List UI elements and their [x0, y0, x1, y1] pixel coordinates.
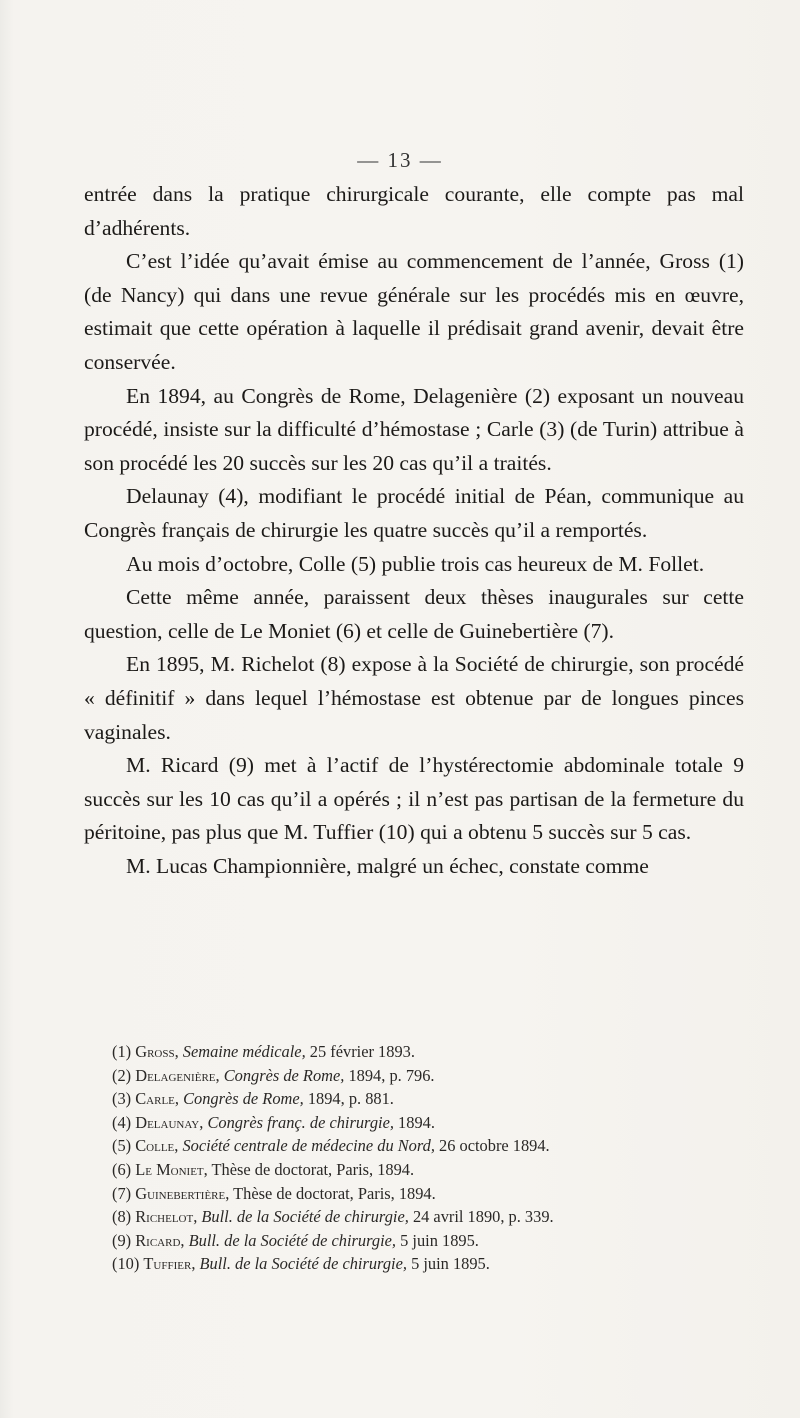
footnote-number: (1)	[112, 1042, 132, 1061]
footnote	[112, 1111, 752, 1135]
paragraph: C’est l’idée qu’avait émise au commencement de l’année, Gross (1) (de Nancy) qui dans une revue générale sur les procédés mis en œuvre, estimait que cette opération à laquelle il prédisait grand avenir, devait être conservée.	[84, 249, 744, 374]
footnotes	[112, 1040, 752, 1276]
footnote-author: Ricard,	[135, 1230, 185, 1250]
footnote-number: (8)	[112, 1207, 132, 1227]
footnote	[112, 1229, 752, 1253]
footnote-author: Le Moniet,	[135, 1159, 208, 1179]
footnote-number: (7)	[112, 1183, 132, 1203]
page-number: — 13 —	[357, 148, 443, 172]
paragraph: entrée dans la pratique chirurgicale courante, elle compte pas mal d’adhérents.	[84, 182, 744, 240]
paragraph: Au mois d’octobre, Colle (5) publie trois cas heureux de M. Follet.	[126, 551, 705, 576]
footnote	[112, 1205, 752, 1229]
footnote-author: Delagenière,	[135, 1065, 220, 1085]
paragraph: Delaunay (4), modifiant le procédé initial de Péan, communique au Congrès français de chirurgie les quatre succès qu’il a remportés.	[84, 484, 744, 542]
footnote-title: Congrès de Rome,	[183, 1089, 304, 1109]
footnote	[112, 1134, 752, 1158]
footnote-details: 26 octobre 1894.	[439, 1136, 550, 1156]
footnote-details: 24 avril 1890, p. 339.	[412, 1207, 554, 1227]
footnote	[112, 1040, 752, 1064]
footnote-number: (9)	[112, 1230, 132, 1250]
footnote-number: (2)	[112, 1065, 132, 1085]
footnote-number: (10)	[112, 1254, 140, 1274]
footnote-number: (3)	[112, 1089, 132, 1109]
footnote-details: 25 février 1893.	[309, 1042, 415, 1061]
footnote-number: (5)	[112, 1136, 132, 1156]
footnote-number: (6)	[112, 1159, 132, 1179]
paragraph: En 1894, au Congrès de Rome, Delagenière (2) exposant un nouveau procédé, insiste sur la difficulté d’hémostase ; Carle (3) (de Turin) attribue à son procédé les 20 succès sur les 20 cas qu’il a traités.	[84, 383, 744, 475]
body-text	[84, 178, 744, 883]
footnote-details: 1894.	[398, 1112, 435, 1132]
footnote-title: Bull. de la Société de chirurgie,	[201, 1207, 409, 1227]
paragraph: M. Lucas Championnière, malgré un échec, constate comme	[126, 853, 649, 878]
footnote-author: Guinebertière,	[135, 1183, 230, 1203]
footnote-details: 1894, p. 796.	[348, 1065, 435, 1085]
footnote-author: Richelot,	[135, 1207, 198, 1227]
footnote-title: Bull. de la Société de chirurgie,	[188, 1230, 397, 1250]
footnote-details: 5 juin 1895.	[411, 1254, 490, 1274]
footnote	[112, 1252, 752, 1276]
footnote-author: Carle,	[135, 1089, 179, 1109]
footnote-author: Tuffier,	[143, 1254, 196, 1274]
footnote	[112, 1182, 752, 1206]
footnote-author: Delaunay,	[135, 1112, 204, 1132]
footnote-title: Bull. de la Société de chirurgie,	[199, 1254, 407, 1274]
footnote-title: Société centrale de médecine du Nord,	[182, 1136, 435, 1156]
paragraph: M. Ricard (9) met à l’actif de l’hystérectomie abdominale totale 9 succès sur les 10 cas qu’il a opérés ; il n’est pas partisan de la fermeture du péritoine, pas plus que M. Tuffier (10) qui a obtenu 5 succès sur 5 cas.	[84, 753, 744, 845]
footnote-number: (4)	[112, 1112, 132, 1132]
footnote-author: Colle,	[135, 1136, 179, 1156]
footnote-title: Congrès de Rome,	[223, 1065, 345, 1085]
footnote-title: Congrès franç. de chirurgie,	[207, 1112, 394, 1132]
footnote	[112, 1158, 752, 1182]
paragraph: Cette même année, paraissent deux thèses inaugurales sur cette question, celle de Le Moniet (6) et celle de Guinebertière (7).	[84, 585, 744, 643]
footnote-details: 5 juin 1895.	[400, 1230, 479, 1250]
footnote-details: Thèse de doctorat, Paris, 1894.	[233, 1183, 436, 1203]
footnote	[112, 1064, 752, 1088]
footnote-title: Semaine médicale,	[182, 1042, 306, 1061]
footnote-author: Gross,	[135, 1042, 179, 1061]
footnote	[112, 1087, 752, 1111]
paragraph: En 1895, M. Richelot (8) expose à la Société de chirurgie, son procédé « définitif » dans lequel l’hémostase est obtenue par de longues pinces vaginales.	[84, 652, 744, 744]
footnote-details: 1894, p. 881.	[307, 1089, 394, 1109]
footnote-details: Thèse de doctorat, Paris, 1894.	[211, 1159, 415, 1179]
